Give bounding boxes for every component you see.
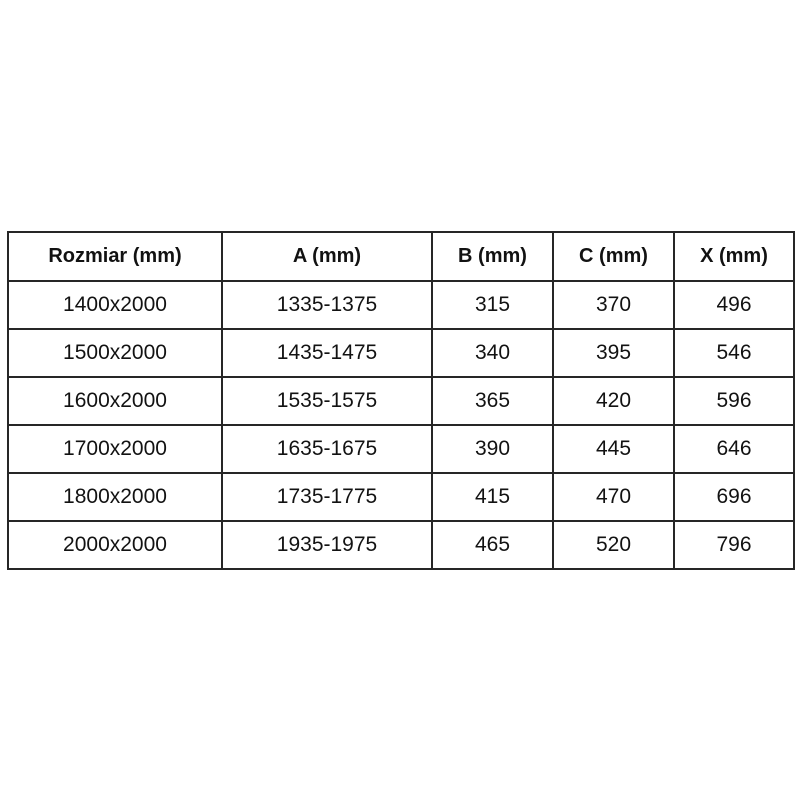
cell-x: 496 <box>674 281 794 329</box>
cell-size: 1600x2000 <box>8 377 222 425</box>
cell-b: 340 <box>432 329 553 377</box>
cell-b: 465 <box>432 521 553 569</box>
table-row <box>8 425 794 473</box>
cell-x: 796 <box>674 521 794 569</box>
cell-x: 596 <box>674 377 794 425</box>
cell-c: 445 <box>553 425 674 473</box>
cell-c: 370 <box>553 281 674 329</box>
cell-b: 415 <box>432 473 553 521</box>
cell-size: 1800x2000 <box>8 473 222 521</box>
cell-c: 470 <box>553 473 674 521</box>
cell-a: 1635-1675 <box>222 425 432 473</box>
cell-size: 1700x2000 <box>8 425 222 473</box>
cell-c: 395 <box>553 329 674 377</box>
column-header-x: X (mm) <box>674 232 794 281</box>
cell-a: 1435-1475 <box>222 329 432 377</box>
table-row <box>8 377 794 425</box>
cell-size: 1400x2000 <box>8 281 222 329</box>
cell-size: 2000x2000 <box>8 521 222 569</box>
column-header-rozmiar: Rozmiar (mm) <box>8 232 222 281</box>
column-header-b: B (mm) <box>432 232 553 281</box>
cell-x: 546 <box>674 329 794 377</box>
cell-size: 1500x2000 <box>8 329 222 377</box>
table-row <box>8 473 794 521</box>
table-row <box>8 281 794 329</box>
header-row <box>8 232 794 281</box>
cell-a: 1935-1975 <box>222 521 432 569</box>
cell-x: 696 <box>674 473 794 521</box>
cell-c: 420 <box>553 377 674 425</box>
table-body <box>8 281 794 569</box>
column-header-c: C (mm) <box>553 232 674 281</box>
cell-c: 520 <box>553 521 674 569</box>
cell-a: 1535-1575 <box>222 377 432 425</box>
cell-a: 1335-1375 <box>222 281 432 329</box>
cell-x: 646 <box>674 425 794 473</box>
size-spec-table <box>7 231 795 570</box>
table-row <box>8 329 794 377</box>
cell-a: 1735-1775 <box>222 473 432 521</box>
table-row <box>8 521 794 569</box>
cell-b: 390 <box>432 425 553 473</box>
cell-b: 365 <box>432 377 553 425</box>
column-header-a: A (mm) <box>222 232 432 281</box>
cell-b: 315 <box>432 281 553 329</box>
table-header <box>8 232 794 281</box>
